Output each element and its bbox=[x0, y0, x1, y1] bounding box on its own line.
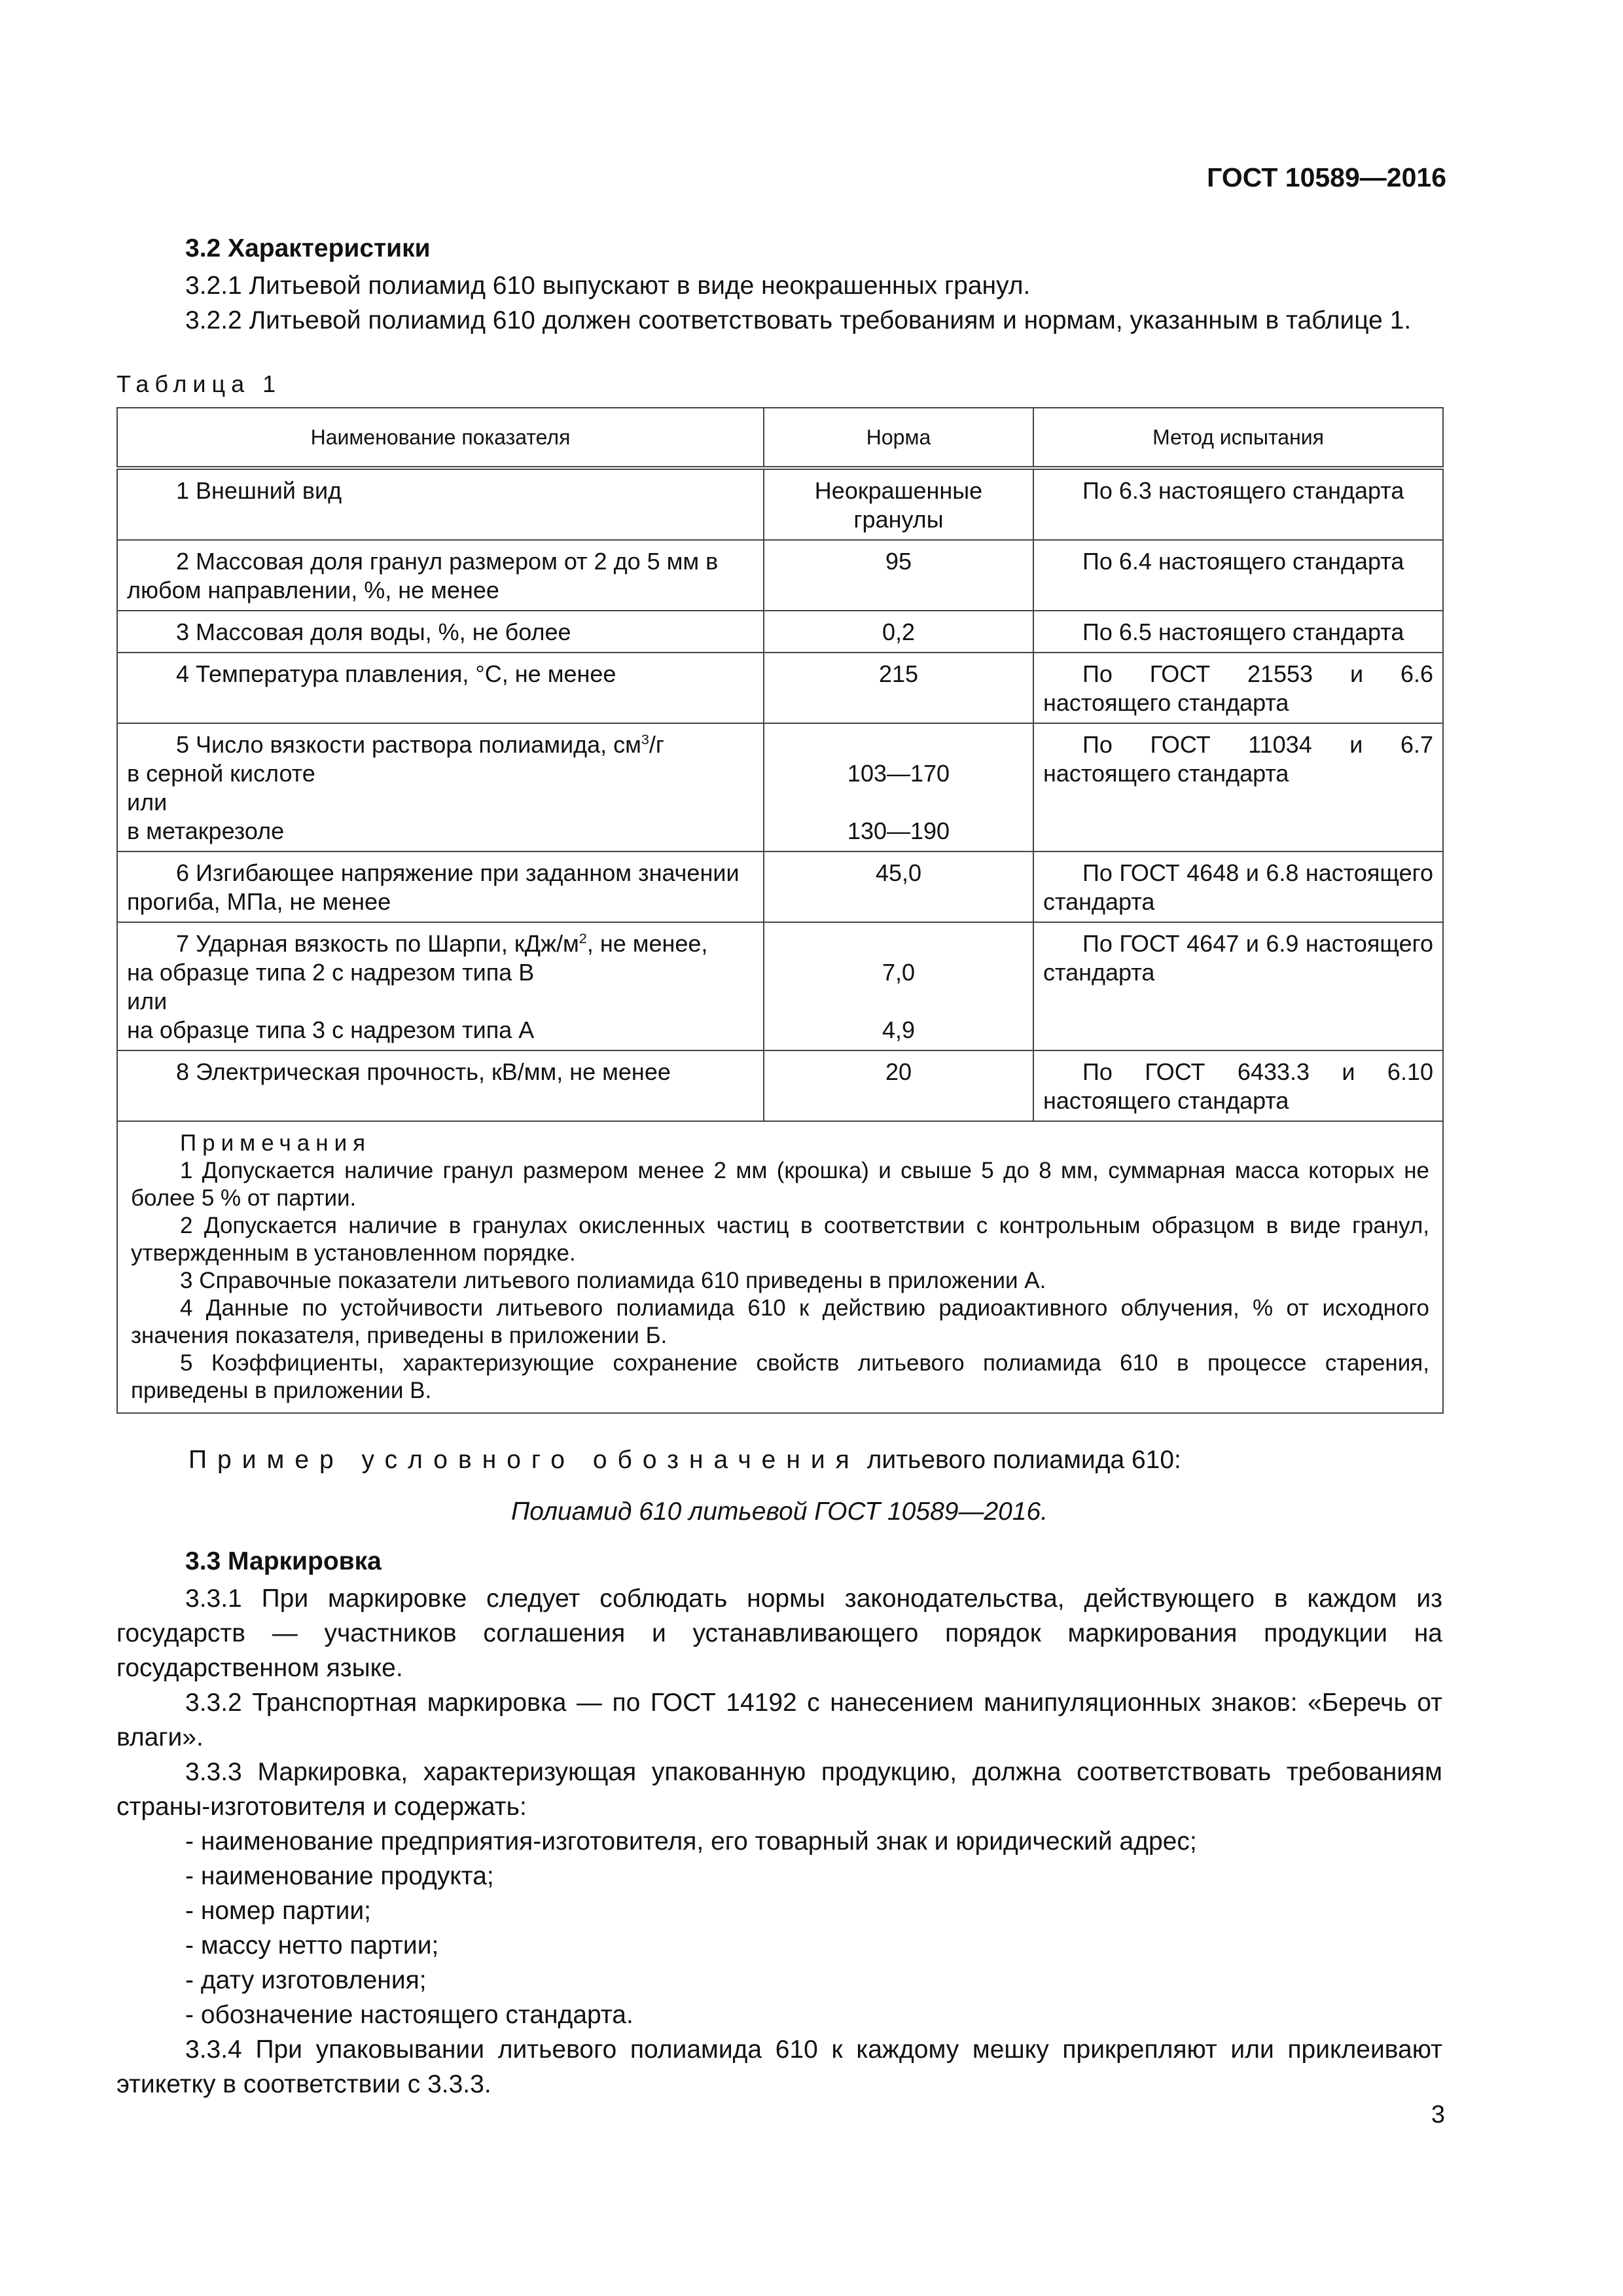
row-4-method: По ГОСТ 21553 и 6.6 настоящего стандарта bbox=[1033, 653, 1443, 723]
list-item: - дату изготовления; bbox=[185, 1966, 427, 1994]
row-6-norm: 45,0 bbox=[764, 852, 1033, 922]
example-lead-spaced: Пример условного обозначения bbox=[188, 1446, 860, 1474]
page-content bbox=[116, 229, 1442, 2102]
table-row bbox=[117, 723, 1443, 852]
row-4-norm: 215 bbox=[764, 653, 1033, 723]
page-number: 3 bbox=[1431, 2101, 1445, 2128]
row-5-norm: 103—170 130—190 bbox=[764, 723, 1033, 852]
row-2-method: По 6.4 настоящего стандарта bbox=[1033, 540, 1443, 611]
paragraph-3-2-1: 3.2.1 Литьевой полиамид 610 выпускают в виде неокрашенных гранул. bbox=[185, 272, 1031, 300]
note-5: 5 Коэффициенты, характеризующие сохранение свойств литьевого полиамида 610 в процессе старения, приведены в приложении В. bbox=[131, 1350, 1429, 1403]
header-method: Метод испытания bbox=[1033, 408, 1443, 468]
row-2-norm: 95 bbox=[764, 540, 1033, 611]
header-norm: Норма bbox=[764, 408, 1033, 468]
section-heading-3-3: 3.3 Маркировка bbox=[185, 1547, 382, 1575]
row-6-name: 6 Изгибающее напряжение при заданном значении прогиба, МПа, не менее bbox=[117, 852, 764, 922]
list-item: - массу нетто партии; bbox=[185, 1931, 439, 1960]
list-item: - обозначение настоящего стандарта. bbox=[185, 2001, 633, 2029]
list-item: - номер партии; bbox=[185, 1897, 371, 1925]
list-item: - наименование продукта; bbox=[185, 1862, 494, 1890]
note-2: 2 Допускается наличие в гранулах окисленных частиц в соответствии с контрольным образцом в виде гранул, утвержденным в установленном порядке. bbox=[131, 1213, 1429, 1266]
document-code: ГОСТ 10589—2016 bbox=[1207, 162, 1446, 192]
notes-title: Примечания bbox=[180, 1130, 372, 1156]
row-2-name: 2 Массовая доля гранул размером от 2 до 5 мм в любом направлении, %, не менее bbox=[117, 540, 764, 611]
paragraph-3-3-1: 3.3.1 При маркировке следует соблюдать нормы законодательства, действующего в каждом из государств — участников соглашения и устанавливающего порядок маркирования продукции на государственном языке. bbox=[116, 1585, 1442, 1682]
paragraph-3-2-2: 3.2.2 Литьевой полиамид 610 должен соответствовать требованиям и нормам, указанным в таблице 1. bbox=[185, 306, 1412, 334]
characteristics-table bbox=[116, 407, 1444, 1414]
table-row bbox=[117, 611, 1443, 653]
row-3-method: По 6.5 настоящего стандарта bbox=[1033, 611, 1443, 653]
row-3-norm: 0,2 bbox=[764, 611, 1033, 653]
table-notes bbox=[117, 1121, 1443, 1413]
table-row bbox=[117, 852, 1443, 922]
list-item: - наименование предприятия-изготовителя, его товарный знак и юридический адрес; bbox=[185, 1827, 1197, 1856]
row-3-name: 3 Массовая доля воды, %, не более bbox=[117, 611, 764, 653]
example-designation: Полиамид 610 литьевой ГОСТ 10589—2016. bbox=[510, 1498, 1048, 1526]
row-6-method: По ГОСТ 4648 и 6.8 настоящего стандарта bbox=[1033, 852, 1443, 922]
designation-example bbox=[116, 1443, 1442, 1477]
table-row bbox=[117, 540, 1443, 611]
table-row bbox=[117, 653, 1443, 723]
row-7-name: 7 Ударная вязкость по Шарпи, кДж/$м^2$, не менее, на образце типа 2 с надрезом типа В или на образце типа 3 с надрезом типа А bbox=[117, 922, 764, 1050]
table-row bbox=[117, 1050, 1443, 1121]
table-row bbox=[117, 922, 1443, 1050]
table-row bbox=[117, 468, 1443, 540]
paragraph-3-3-2: 3.3.2 Транспортная маркировка — по ГОСТ 14192 с нанесением манипуляционных знаков: «Беречь от влаги». bbox=[116, 1689, 1442, 1751]
row-5-method: По ГОСТ 11034 и 6.7 настоящего стандарта bbox=[1033, 723, 1443, 852]
header-indicator: Наименование показателя bbox=[117, 408, 764, 468]
table-notes-row bbox=[117, 1121, 1443, 1413]
row-5-name: 5 Число вязкости раствора полиамида, $см^3/г$ в серной кислоте или в метакрезоле bbox=[117, 723, 764, 852]
row-7-method: По ГОСТ 4647 и 6.9 настоящего стандарта bbox=[1033, 922, 1443, 1050]
row-4-name: 4 Температура плавления, °С, не менее bbox=[117, 653, 764, 723]
row-8-name: 8 Электрическая прочность, кВ/мм, не менее bbox=[117, 1050, 764, 1121]
note-3: 3 Справочные показатели литьевого полиамида 610 приведены в приложении А. bbox=[180, 1268, 1046, 1293]
section-heading-3-2: 3.2 Характеристики bbox=[185, 234, 431, 262]
table-caption: Таблица 1 bbox=[116, 370, 282, 397]
row-1-method: По 6.3 настоящего стандарта bbox=[1033, 468, 1443, 540]
table-header-row bbox=[117, 408, 1443, 468]
example-lead-rest: литьевого полиамида 610: bbox=[859, 1446, 1181, 1474]
paragraph-3-3-4: 3.3.4 При упаковывании литьевого полиамида 610 к каждому мешку прикрепляют или приклеивают этикетку в соответствии с 3.3.3. bbox=[116, 2036, 1442, 2098]
row-7-norm: 7,0 4,9 bbox=[764, 922, 1033, 1050]
row-1-name: 1 Внешний вид bbox=[117, 468, 764, 540]
note-4: 4 Данные по устойчивости литьевого полиамида 610 к действию радиоактивного облучения, % от исходного значения показателя, приведены в приложении Б. bbox=[131, 1295, 1429, 1348]
row-8-method: По ГОСТ 6433.3 и 6.10 настоящего стандарта bbox=[1033, 1050, 1443, 1121]
row-8-norm: 20 bbox=[764, 1050, 1033, 1121]
note-1: 1 Допускается наличие гранул размером менее 2 мм (крошка) и свыше 5 до 8 мм, суммарная масса которых не более 5 % от партии. bbox=[131, 1158, 1429, 1211]
row-1-norm: Неокрашенные гранулы bbox=[764, 468, 1033, 540]
paragraph-3-3-3: 3.3.3 Маркировка, характеризующая упакованную продукцию, должна соответствовать требованиям страны-изготовителя и содержать: bbox=[116, 1758, 1442, 1821]
